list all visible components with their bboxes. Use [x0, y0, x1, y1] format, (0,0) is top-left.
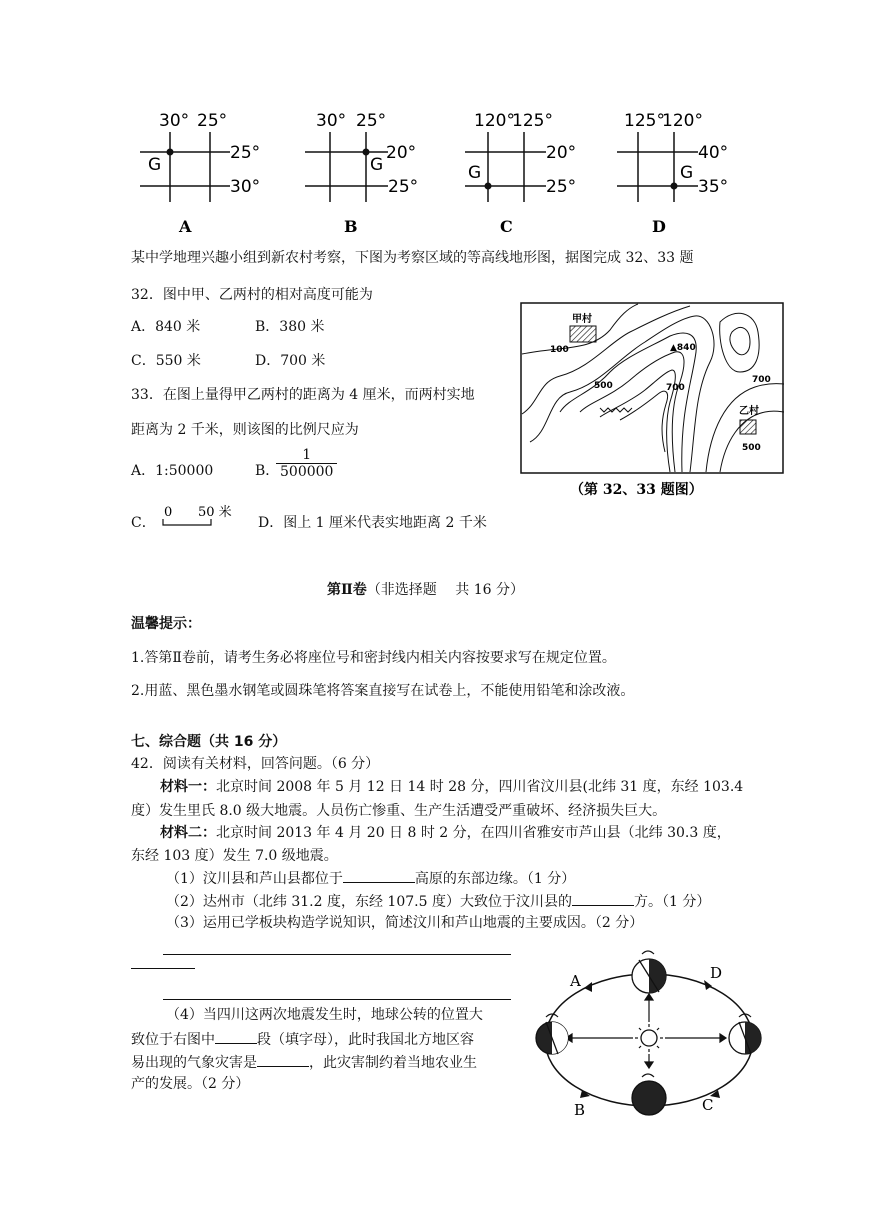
orbit-label-c: C — [702, 1096, 714, 1114]
grid-c-letter: C — [500, 217, 513, 236]
contour-map — [520, 302, 786, 502]
q42-stem: 42．阅读有关材料，回答问题。（6 分） — [131, 756, 380, 772]
part2-text-b: 方。（1 分） — [633, 894, 711, 910]
grid-a-point: G — [148, 155, 162, 175]
grid-figure-a — [135, 108, 275, 238]
scale-bar-zero: 0 — [164, 505, 173, 520]
q42-part4-line3 — [131, 1052, 477, 1073]
map-caption: （第 32、33 题图） — [570, 482, 703, 498]
q32-option-a: A．840 米 — [131, 319, 201, 335]
q42-material1-line2: 度）发生里氏 8.0 级大地震。人员伤亡惨重、生产生活遭受严重破坏、经济损失巨大。 — [131, 803, 667, 819]
part4-text-d: ，此灾害制约着当地农业生 — [309, 1055, 477, 1071]
q33-option-a: A．1:50000 — [131, 463, 214, 479]
part4-text-a: 致位于右图中 — [131, 1032, 215, 1048]
grid-a-top1: 30° — [159, 111, 190, 131]
tips-heading: 温馨提示： — [131, 616, 201, 632]
grid-c-top2: 125° — [512, 111, 553, 131]
grid-b-point: G — [370, 155, 384, 175]
q42-part4-line4: 产的发展。（2 分） — [131, 1076, 250, 1092]
grid-d-top2: 120° — [662, 111, 703, 131]
grid-b-letter: B — [344, 217, 358, 236]
grid-a-right2: 30° — [230, 177, 261, 197]
grid-figure-c — [460, 108, 610, 238]
map-contour-700b: 700 — [752, 375, 771, 385]
grid-a-top2: 25° — [197, 111, 228, 131]
tips-item-1: 1.答第Ⅱ卷前，请考生务必将座位号和密封线内相关内容按要求写在规定位置。 — [131, 650, 616, 666]
part3-answer-line-3[interactable] — [163, 999, 511, 1000]
section2-title-bold: 第Ⅱ卷 — [327, 582, 367, 598]
q42-material2-line2: 东经 103 度）发生 7.0 级地震。 — [131, 848, 338, 864]
grid-figure-b — [300, 108, 440, 238]
q42-part1 — [166, 868, 575, 889]
grid-d-letter: D — [652, 217, 666, 236]
material2-label: 材料二： — [160, 825, 216, 841]
part2-text-a: （2）达州市（北纬 31.2 度，东经 107.5 度）大致位于汶川县的 — [166, 894, 572, 910]
q42-part4-line2 — [131, 1029, 474, 1050]
map-contour-700a: 700 — [666, 383, 685, 393]
map-yi-label: 乙村 — [739, 406, 759, 417]
section7-title: 七、综合题（共 16 分） — [131, 734, 287, 750]
fraction-denominator: 500000 — [280, 464, 334, 480]
grid-d-top1: 125° — [624, 111, 665, 131]
map-contour-500a: 500 — [594, 381, 613, 391]
q32-option-b: B．380 米 — [255, 319, 325, 335]
part1-text-b: 高原的东部边缘。（1 分） — [414, 871, 576, 887]
map-jia-label: 甲村 — [572, 314, 592, 325]
q33-stem-line1: 33．在图上量得甲乙两村的距离为 4 厘米，而两村实地 — [131, 387, 475, 403]
grid-b-right2: 25° — [388, 177, 419, 197]
q42-part4-line1: （4）当四川这两次地震发生时，地球公转的位置大 — [166, 1007, 483, 1023]
part2-answer-blank[interactable] — [572, 891, 634, 906]
orbit-diagram — [522, 940, 772, 1120]
grid-c-right2: 25° — [546, 177, 577, 197]
q33-option-b-fraction — [276, 447, 337, 480]
grid-a-letter: A — [179, 217, 192, 236]
fraction-numerator: 1 — [276, 447, 337, 464]
grid-b-top1: 30° — [316, 111, 347, 131]
q42-material2-line1 — [160, 823, 731, 843]
grid-b-top2: 25° — [356, 111, 387, 131]
orbit-label-a: A — [570, 972, 581, 990]
part4-answer-blank-1[interactable] — [215, 1029, 257, 1044]
q32-option-d: D．700 米 — [255, 353, 326, 369]
q42-material1-line1 — [160, 777, 743, 797]
part1-text-a: （1）汶川县和芦山县都位于 — [166, 871, 343, 887]
scale-bar — [160, 502, 240, 532]
scale-bar-fifty: 50 米 — [198, 505, 232, 520]
intro-text: 某中学地理兴趣小组到新农村考察，下图为考察区域的等高线地形图，据图完成 32、33 题 — [131, 250, 694, 266]
grid-c-point: G — [468, 163, 482, 183]
section2-title-rest: （非选择题 共 16 分） — [366, 582, 524, 598]
q33-option-b-label: B． — [255, 463, 280, 479]
map-contour-500b: 500 — [742, 443, 761, 453]
part1-answer-blank[interactable] — [343, 868, 415, 883]
grid-c-top1: 120° — [474, 111, 515, 131]
part4-answer-blank-2[interactable] — [257, 1052, 309, 1067]
part3-answer-line-2[interactable] — [131, 968, 195, 969]
tips-item-2: 2.用蓝、黑色墨水钢笔或圆珠笔将答案直接写在试卷上，不能使用铅笔和涂改液。 — [131, 683, 635, 699]
grid-d-right2: 35° — [698, 177, 729, 197]
q32-option-c: C．550 米 — [131, 353, 201, 369]
part4-text-c: 易出现的气象灾害是 — [131, 1055, 257, 1071]
q32-stem: 32．图中甲、乙两村的相对高度可能为 — [131, 287, 373, 303]
map-peak-840: ▲840 — [670, 343, 696, 353]
material2-text-1: 北京时间 2013 年 4 月 20 日 8 时 2 分，在四川省雅安市芦山县（北纬 30.3 度， — [216, 825, 731, 841]
grid-a-right1: 25° — [230, 143, 261, 163]
part4-text-b: 段（填字母），此时我国北方地区容 — [257, 1032, 474, 1048]
q42-part3: （3）运用已学板块构造学说知识，简述汶川和芦山地震的主要成因。（2 分） — [166, 915, 644, 931]
q33-option-d: D．图上 1 厘米代表实地距离 2 千米 — [258, 515, 487, 531]
q33-option-c-label: C． — [131, 515, 156, 531]
section2-title — [327, 580, 524, 600]
grid-c-right1: 20° — [546, 143, 577, 163]
orbit-label-d: D — [710, 964, 723, 982]
grid-b-right1: 20° — [386, 143, 417, 163]
grid-figure-d — [612, 108, 762, 238]
grid-d-right1: 40° — [698, 143, 729, 163]
orbit-label-b: B — [574, 1101, 586, 1119]
q33-stem-line2: 距离为 2 千米，则该图的比例尺应为 — [131, 422, 359, 438]
grid-d-point: G — [680, 163, 694, 183]
material1-label: 材料一： — [160, 779, 216, 795]
part3-answer-line-1[interactable] — [163, 954, 511, 955]
material1-text-1: 北京时间 2008 年 5 月 12 日 14 时 28 分，四川省汶川县(北纬 31 度，东经 103.4 — [216, 779, 744, 795]
q42-part2 — [166, 891, 710, 912]
map-contour-100: 100 — [550, 345, 569, 355]
